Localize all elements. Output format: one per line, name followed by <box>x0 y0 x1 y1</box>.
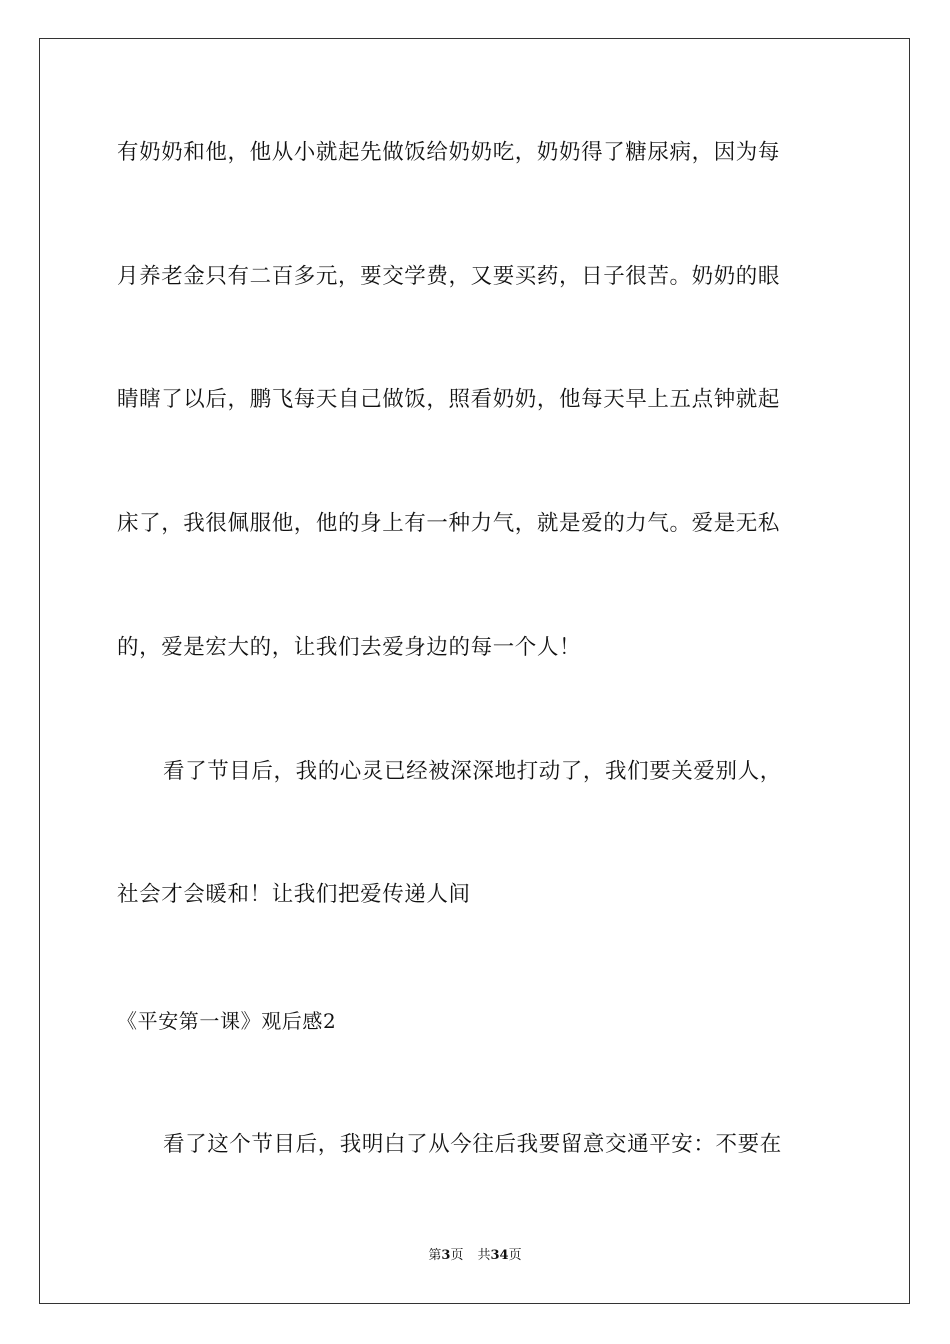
total-pages: 34 <box>490 1248 509 1263</box>
page-footer <box>0 1247 950 1265</box>
section-first-line: 看了这个节目后，我明白了从今往后我要留意交通平安：不要在 <box>163 1132 782 1157</box>
total-suffix: 页 <box>508 1248 522 1263</box>
paragraph-line-4: 床了，我很佩服他，他的身上有一种力气，就是爱的力气。爱是无私 <box>117 511 781 536</box>
paragraph-line-1: 有奶奶和他，他从小就起先做饭给奶奶吃，奶奶得了糖尿病，因为每 <box>117 140 781 165</box>
section-title: 《平安第一课》观后感2 <box>117 1009 337 1033</box>
paragraph-line-3: 睛瞎了以后，鹏飞每天自己做饭，照看奶奶，他每天早上五点钟就起 <box>117 387 781 412</box>
page-border <box>39 38 910 1304</box>
page-prefix: 第 <box>428 1248 442 1263</box>
total-prefix: 共 <box>477 1248 491 1263</box>
paragraph-line-7: 社会才会暖和！让我们把爱传递人间 <box>117 882 471 907</box>
page-suffix: 页 <box>450 1248 464 1263</box>
paragraph-line-5: 的，爱是宏大的，让我们去爱身边的每一个人！ <box>117 635 582 660</box>
paragraph-line-6: 看了节目后，我的心灵已经被深深地打动了，我们要关爱别人， <box>163 759 782 784</box>
paragraph-line-2: 月养老金只有二百多元，要交学费，又要买药，日子很苦。奶奶的眼 <box>117 264 781 289</box>
page-number: 3 <box>441 1248 451 1263</box>
